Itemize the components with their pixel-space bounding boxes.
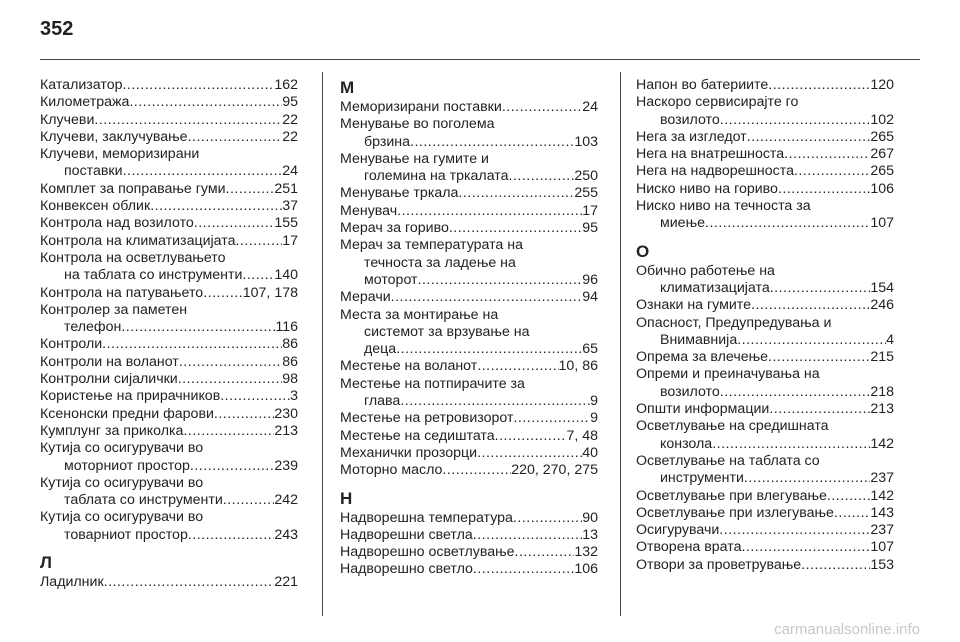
page-ref: 230 (274, 405, 298, 422)
index-entry (40, 336, 298, 353)
entry-text: моторот (364, 271, 418, 288)
index-entry (636, 315, 894, 350)
dot-leader (183, 423, 274, 440)
index-entry (40, 181, 298, 198)
index-entry (340, 358, 598, 375)
page-ref: 221 (274, 574, 298, 591)
index-entry (636, 539, 894, 556)
dot-leader (104, 574, 275, 591)
page-ref: 96 (582, 271, 598, 288)
dot-leader (801, 557, 870, 574)
index-entry (636, 349, 894, 366)
entry-text: Контрола над возилото (40, 215, 194, 232)
dot-leader (400, 393, 590, 410)
page-ref: 10, 86 (558, 358, 598, 375)
entry-text: Користење на прирачников (40, 388, 221, 405)
dot-leader (769, 401, 870, 418)
entry-text: Надворешна температура (340, 509, 513, 526)
page-ref: 120 (870, 77, 894, 93)
page-ref: 265 (870, 163, 894, 180)
entry-text: Осветлување при влегување (636, 487, 827, 504)
dot-leader (794, 163, 870, 180)
entry-text: Кутија со осигурувачи во (40, 474, 204, 491)
dot-leader (513, 510, 582, 527)
index-entry (40, 215, 298, 232)
dot-leader (122, 77, 274, 94)
page-ref: 154 (870, 279, 894, 296)
entry-text: Контрола на осветлувањето (40, 249, 226, 266)
entry-text: миење (660, 215, 705, 232)
entry-text: Опрема за влечење (636, 349, 769, 366)
entry-text: Местење на воланот (340, 358, 478, 375)
dot-leader (515, 544, 575, 561)
dot-leader (751, 297, 870, 314)
index-entry (40, 302, 298, 337)
page-ref: 237 (870, 522, 894, 539)
index-entry (636, 488, 894, 505)
index-entry (40, 406, 298, 423)
entry-text: Контрола на климатизацијата (40, 232, 236, 249)
page-ref: 107 (870, 539, 894, 556)
page-ref: 242 (274, 492, 298, 509)
entry-text: Менување тркала (340, 185, 459, 202)
entry-text: Ознаки на гумите (636, 297, 752, 314)
entry-text: системот за врзување на (364, 323, 530, 340)
entry-text: Местење на седиштата (340, 427, 495, 444)
entry-text: возилото (660, 383, 720, 400)
page-ref: 220, 270, 275 (511, 462, 598, 479)
dot-leader (458, 185, 574, 202)
page-ref: 239 (274, 457, 298, 474)
index-entry (636, 94, 894, 129)
dot-leader (827, 488, 870, 505)
index-entry (340, 376, 598, 411)
index-entry (40, 146, 298, 181)
index-column-2 (340, 77, 598, 579)
index-entry (340, 307, 598, 359)
page-ref: 17 (282, 232, 298, 249)
index-entry (40, 94, 298, 111)
dot-leader (768, 349, 870, 366)
page-ref: 37 (282, 198, 298, 215)
index-entry (340, 544, 598, 561)
index-entry (340, 99, 598, 116)
dot-leader (150, 198, 282, 215)
dot-leader (102, 336, 282, 353)
entry-text: Клучеви (40, 111, 95, 128)
entry-text: големина на тркалата (364, 168, 509, 185)
page-ref: 7, 48 (566, 427, 598, 444)
page-ref: 106 (574, 561, 598, 578)
entry-text: Кутија со осигурувачи во (40, 509, 204, 526)
page-ref: 132 (574, 544, 598, 561)
page-ref: 86 (282, 336, 298, 353)
page-ref: 213 (870, 401, 894, 418)
dot-leader (768, 77, 870, 94)
entry-text: Надворешно осветлување (340, 544, 515, 561)
entry-text: таблата со инструменти (64, 492, 223, 509)
page-ref: 86 (282, 353, 298, 370)
index-entry (40, 250, 298, 285)
dot-leader (719, 522, 870, 539)
entry-text: Клучеви, меморизирани (40, 146, 200, 163)
index-entry (40, 77, 298, 94)
dot-leader (720, 384, 871, 401)
page-ref: 95 (582, 220, 598, 237)
entry-text: поставки (64, 163, 123, 180)
entry-text: Осветлување на таблата со (636, 452, 820, 469)
entry-text: Менувач (340, 202, 398, 219)
index-entry (340, 462, 598, 479)
entry-text: Опреми и преиначувања на (636, 366, 820, 383)
index-entry (340, 203, 598, 220)
entry-text: Надворешни светла (340, 526, 473, 543)
page-ref: 107, 178 (242, 284, 298, 301)
entry-text: на таблата со инструменти (64, 267, 243, 284)
entry-text: Механички прозорци (340, 444, 478, 461)
dot-leader (442, 462, 511, 479)
index-entry (636, 77, 894, 94)
page-ref: 265 (870, 128, 894, 145)
entry-text: Моторно масло (340, 462, 443, 479)
entry-text: Менување на гумите и (340, 150, 489, 167)
dot-leader (712, 436, 870, 453)
dot-leader (513, 410, 590, 427)
index-entry (636, 453, 894, 488)
column-divider-2 (620, 72, 621, 616)
entry-text: товарниот простор (64, 526, 188, 543)
page-ref: 107 (870, 215, 894, 232)
page-ref: 243 (274, 526, 298, 543)
entry-text: конзола (660, 435, 713, 452)
index-entry (40, 509, 298, 544)
page-ref: 140 (274, 267, 298, 284)
page-number: 352 (40, 18, 74, 40)
entry-text: Кутија со осигурувачи во (40, 440, 204, 457)
page-ref: 65 (582, 341, 598, 358)
entry-text: Местење на ретровизорот (340, 410, 514, 427)
index-entry (636, 557, 894, 574)
index-entry (40, 354, 298, 371)
dot-leader (223, 492, 275, 509)
dot-leader (477, 358, 558, 375)
entry-text: Катализатор (40, 77, 123, 93)
dot-leader (495, 428, 567, 445)
dot-leader (744, 470, 870, 487)
entry-text: Меморизирани поставки (340, 99, 502, 115)
page-ref: 9 (590, 410, 598, 427)
dot-leader (473, 527, 582, 544)
dot-leader (188, 527, 274, 544)
entry-text: Општи информации (636, 401, 770, 418)
entry-text: моторниот простор (64, 457, 190, 474)
entry-text: Контроли на воланот (40, 353, 179, 370)
dot-leader (778, 181, 870, 198)
entry-text: Напон во батериите (636, 77, 769, 93)
index-entry (40, 371, 298, 388)
index-entry (636, 522, 894, 539)
dot-leader (94, 112, 282, 129)
entry-text: Осигурувачи (636, 522, 720, 539)
index-entry (340, 428, 598, 445)
index-entry (636, 129, 894, 146)
index-entry (340, 527, 598, 544)
index-entry (636, 418, 894, 453)
page-ref: 24 (282, 163, 298, 180)
index-entry (636, 297, 894, 314)
entry-text: Мерач за гориво (340, 220, 449, 237)
entry-text: брзина (364, 133, 411, 150)
dot-leader (188, 129, 283, 146)
entry-text: Внимавнија (660, 331, 738, 348)
page-ref: 106 (870, 180, 894, 197)
page-ref: 162 (274, 77, 298, 93)
index-entry (636, 263, 894, 298)
page-ref: 22 (282, 128, 298, 145)
index-entry (40, 112, 298, 129)
index-entry (340, 151, 598, 186)
index-entry (40, 440, 298, 475)
page-ref: 246 (870, 297, 894, 314)
page-ref: 143 (870, 504, 894, 521)
page-ref: 142 (870, 435, 894, 452)
column-divider-1 (322, 72, 323, 616)
dot-leader (449, 220, 582, 237)
index-entry (340, 116, 598, 151)
page-ref: 218 (870, 383, 894, 400)
page-ref: 255 (574, 185, 598, 202)
index-entry (636, 181, 894, 198)
dot-leader (705, 215, 870, 232)
page-ref: 155 (274, 215, 298, 232)
index-entry (40, 388, 298, 405)
page-ref: 22 (282, 111, 298, 128)
dot-leader (747, 129, 871, 146)
dot-leader (242, 267, 274, 284)
page-ref: 17 (582, 202, 598, 219)
watermark: carmanualsonline.info (774, 621, 920, 638)
entry-text: Контролни сијалички (40, 371, 178, 388)
letter-heading: Л (40, 553, 52, 573)
entry-text: возилото (660, 111, 720, 128)
entry-text: Менување во поголема (340, 116, 495, 133)
dot-leader (121, 319, 275, 336)
entry-text: Контрола на патувањето (40, 284, 204, 301)
page-ref: 95 (282, 94, 298, 111)
entry-text: деца (364, 341, 397, 358)
index-entry (636, 366, 894, 401)
index-entry (340, 410, 598, 427)
entry-text: течноста за ладење на (364, 254, 516, 271)
page-ref: 116 (275, 319, 298, 336)
index-entry (636, 198, 894, 233)
dot-leader (129, 94, 282, 111)
entry-text: Осветлување на средишната (636, 418, 829, 435)
entry-text: Контролер за паметен (40, 301, 188, 318)
index-entry (340, 561, 598, 578)
entry-text: Ниско ниво на течноста за (636, 198, 811, 215)
index-entry (340, 510, 598, 527)
entry-text: Кумплунг за приколка (40, 422, 184, 439)
dot-leader (502, 99, 582, 116)
page-ref: 9 (590, 393, 598, 410)
entry-text: Конвексен облик (40, 198, 151, 215)
index-entry (340, 237, 598, 289)
page-ref: 4 (886, 331, 894, 348)
page-ref: 153 (870, 556, 894, 573)
entry-text: Отворена врата (636, 539, 742, 556)
dot-leader (396, 341, 582, 358)
dot-leader (220, 388, 290, 405)
page-ref: 213 (274, 422, 298, 439)
index-entry (340, 289, 598, 306)
page-ref: 267 (870, 146, 894, 163)
dot-leader (235, 233, 282, 250)
dot-leader (720, 112, 871, 129)
index-entry (340, 445, 598, 462)
entry-text: Ниско ниво на гориво (636, 180, 778, 197)
header-rule (40, 59, 920, 60)
dot-leader (397, 203, 582, 220)
dot-leader (190, 458, 274, 475)
entry-text: Комплет за поправање гуми (40, 180, 226, 197)
entry-text: Контроли (40, 336, 103, 353)
dot-leader (214, 406, 274, 423)
entry-text: Отвори за проветрување (636, 556, 802, 573)
page-ref: 94 (582, 289, 598, 306)
page-ref: 237 (870, 470, 894, 487)
page-ref: 215 (870, 349, 894, 366)
index-entry (40, 129, 298, 146)
letter-heading: О (636, 241, 650, 261)
dot-leader (784, 146, 870, 163)
entry-text: Мерачи (340, 289, 391, 306)
page-ref: 3 (290, 388, 298, 405)
index-column-3 (636, 77, 894, 574)
entry-text: Ладилник (40, 574, 104, 591)
page-ref: 142 (870, 487, 894, 504)
dot-leader (203, 285, 243, 302)
index-entry (40, 233, 298, 250)
entry-text: Осветлување при излегување (636, 504, 834, 521)
dot-leader (123, 163, 283, 180)
entry-text: Наскоро сервисирајте го (636, 94, 799, 111)
dot-leader (410, 134, 574, 151)
index-entry (636, 505, 894, 522)
entry-text: Места за монтирање на (340, 306, 499, 323)
index-entry (40, 574, 298, 591)
page-ref: 251 (274, 180, 298, 197)
entry-text: Опасност, Предупредувања и (636, 314, 832, 331)
dot-leader (834, 505, 870, 522)
entry-text: Нега на надворешноста (636, 163, 794, 180)
entry-text: Обично работење на (636, 262, 775, 279)
letter-heading: М (340, 78, 355, 97)
dot-leader (179, 354, 282, 371)
entry-text: телефон (64, 319, 122, 336)
entry-text: глава (364, 393, 401, 410)
page-ref: 102 (870, 111, 894, 128)
dot-leader (509, 168, 575, 185)
entry-text: Нега на внатрешноста (636, 146, 785, 163)
dot-leader (473, 561, 574, 578)
index-entry (40, 198, 298, 215)
letter-heading: Н (340, 488, 353, 508)
dot-leader (477, 445, 582, 462)
dot-leader (194, 215, 275, 232)
page-ref: 13 (582, 526, 598, 543)
dot-leader (418, 272, 583, 289)
index-entry (40, 285, 298, 302)
dot-leader (178, 371, 282, 388)
index-entry (40, 423, 298, 440)
page-ref: 98 (282, 371, 298, 388)
index-entry (636, 146, 894, 163)
entry-text: Мерач за температурата на (340, 237, 523, 254)
entry-text: инструменти (660, 470, 744, 487)
dot-leader (391, 289, 583, 306)
dot-leader (737, 332, 886, 349)
index-entry (340, 220, 598, 237)
page-ref: 250 (574, 168, 598, 185)
page-ref: 24 (582, 99, 598, 115)
dot-leader (741, 539, 870, 556)
entry-text: Ксенонски предни фарови (40, 405, 214, 422)
index-column-1 (40, 77, 298, 591)
entry-text: климатизацијата (660, 279, 770, 296)
page-ref: 90 (582, 509, 598, 526)
index-entry (636, 163, 894, 180)
dot-leader (226, 181, 275, 198)
entry-text: Клучеви, заклучување (40, 128, 188, 145)
index-entry (40, 475, 298, 510)
page-ref: 103 (574, 133, 598, 150)
entry-text: Надворешно светло (340, 561, 473, 578)
entry-text: Местење на потпирачите за (340, 375, 525, 392)
index-entry (340, 185, 598, 202)
entry-text: Нега за изгледот (636, 128, 747, 145)
index-entry (636, 401, 894, 418)
dot-leader (770, 280, 871, 297)
page-ref: 40 (582, 444, 598, 461)
entry-text: Километража (40, 94, 130, 111)
